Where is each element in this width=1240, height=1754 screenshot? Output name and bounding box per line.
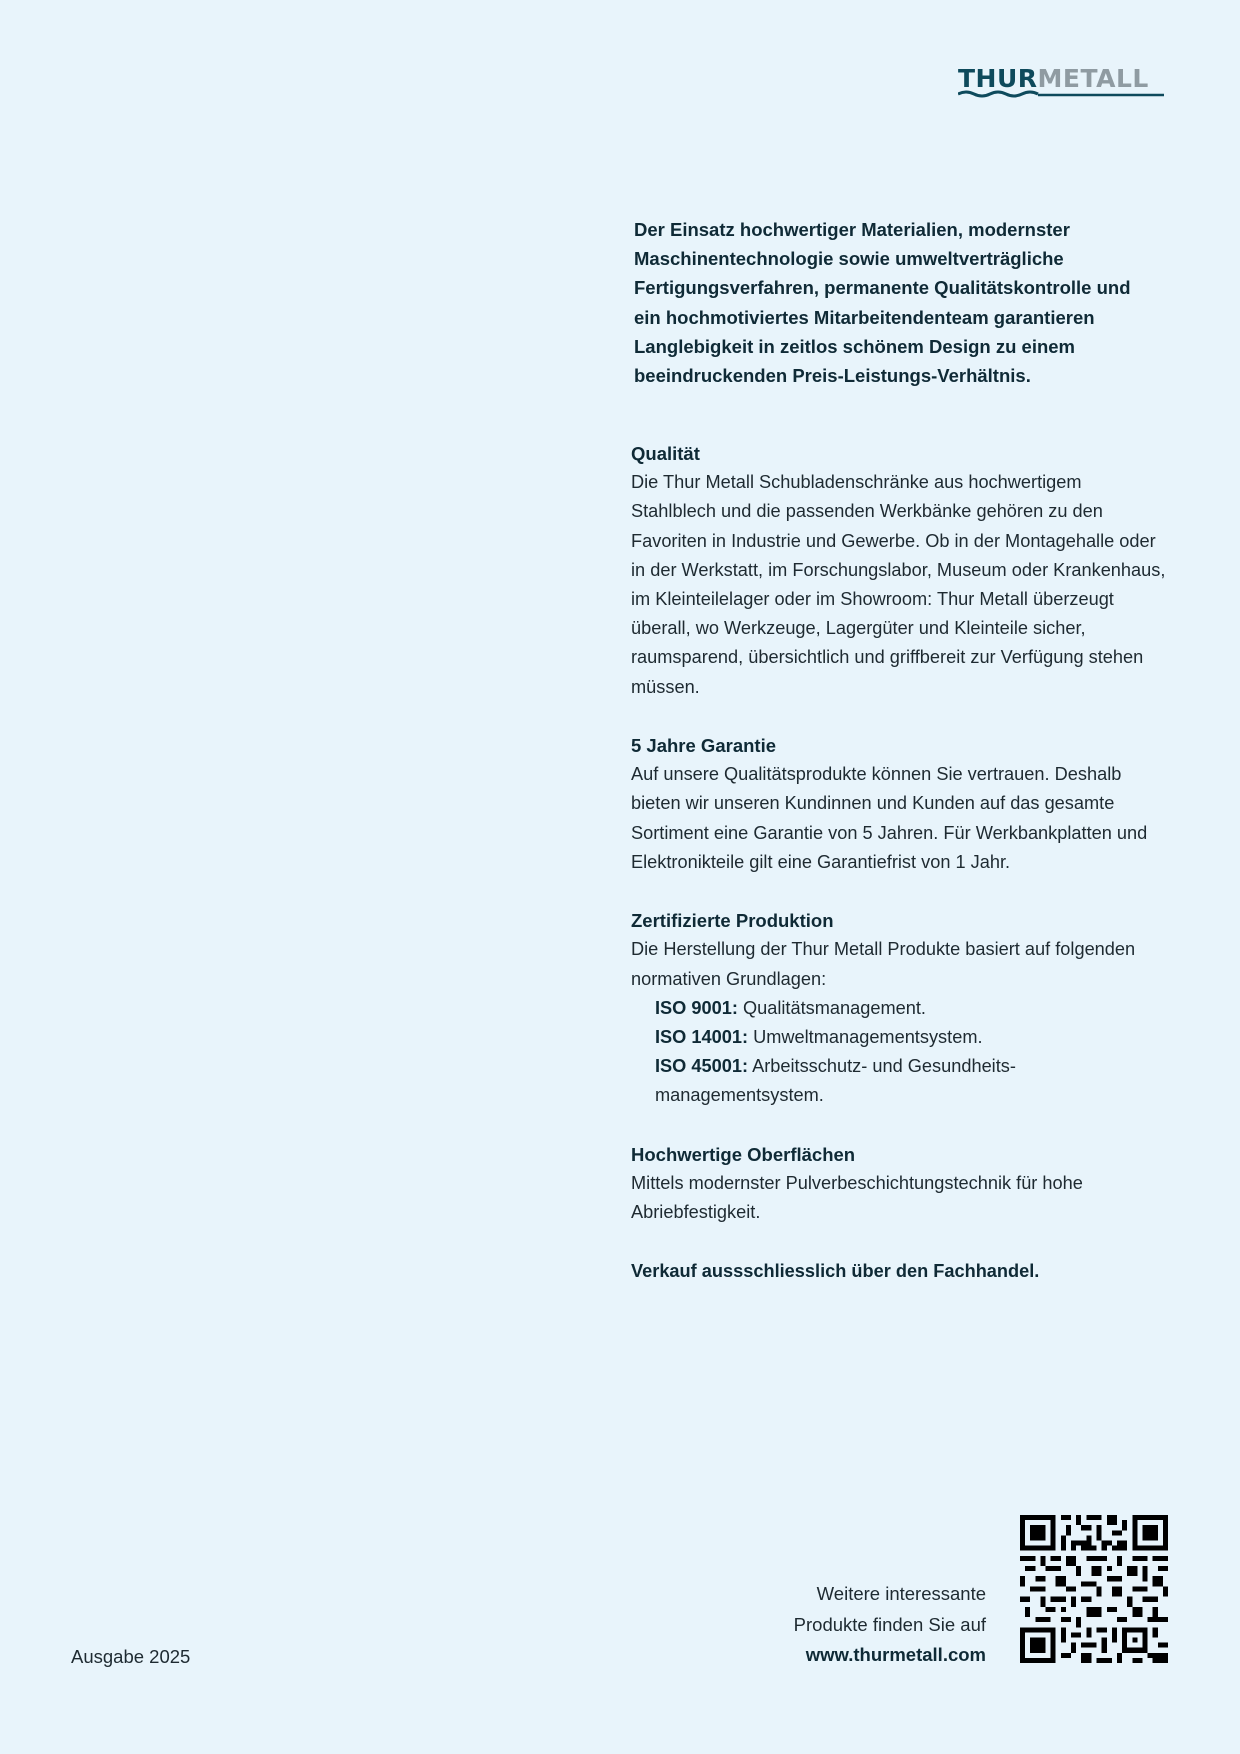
closing-note: Verkauf aussschliesslich über den Fachhandel.: [631, 1260, 1040, 1281]
logo-thur: THUR: [958, 64, 1038, 93]
intro-paragraph: Der Einsatz hochwertiger Materialien, modernster Maschinentechnologie sowie umweltverträgliche Fertigungsverfahren, permanente Qualitätskontrolle und ein hochmotiviertes Mitarbeitendenteam garantieren Langlebigkeit in zeitlos schönem Design zu einem beeindruckenden Preis-Leistungs-Verhältnis.: [634, 219, 1131, 387]
section-warranty-text: Auf unsere Qualitätsprodukte können Sie vertrauen. Deshalb bieten wir unseren Kundinnen und Kunden auf das gesamte Sortiment eine Garantie von 5 Jahren. Für Werkbankplatten und Elektronikteile gilt eine Garantiefrist von 1 Jahr.: [631, 764, 1148, 872]
iso-list-item: [655, 994, 1171, 1023]
footer-line-2: Produkte finden Sie auf: [793, 1613, 986, 1635]
iso-code: ISO 9001:: [655, 997, 738, 1018]
iso-list: [631, 994, 1171, 1111]
iso-list-item: [655, 1052, 1171, 1110]
section-warranty-title: 5 Jahre Garantie: [631, 735, 776, 757]
section-quality: [631, 439, 1171, 702]
qr-code-icon[interactable]: [1020, 1515, 1168, 1663]
section-quality-title: Qualität: [631, 443, 700, 464]
section-certified-text: Die Herstellung der Thur Metall Produkte basiert auf folgenden normativen Grundlagen:: [631, 939, 1136, 989]
section-surfaces-text: Mittels modernster Pulverbeschichtungstechnik für hohe Abriebfestigkeit.: [631, 1173, 1083, 1223]
iso-desc: Arbeitsschutz- und Gesundheits-managementsystem.: [655, 1056, 1016, 1106]
iso-code: ISO 45001:: [655, 1056, 749, 1077]
section-certified: [631, 906, 1171, 1110]
section-surfaces-title: Hochwertige Oberflächen: [631, 1143, 856, 1165]
edition-label: Ausgabe 2025: [71, 1646, 191, 1667]
thurmetall-logo: [958, 64, 1164, 98]
content-column: [631, 439, 1171, 1286]
footer-line-1: Weitere interessante: [816, 1583, 986, 1604]
iso-list-item: [655, 1023, 1171, 1052]
section-warranty: [631, 731, 1171, 877]
iso-code: ISO 14001:: [655, 1027, 749, 1048]
website-link[interactable]: www.thurmetall.com: [805, 1644, 986, 1665]
iso-desc: Qualitätsmanagement.: [742, 997, 926, 1018]
section-certified-title: Zertifizierte Produktion: [631, 910, 834, 932]
section-quality-text: Die Thur Metall Schubladenschränke aus hochwertigem Stahlblech und die passenden Werkbänke gehören zu den Favoriten in Industrie und Gewerbe. Ob in der Montagehalle oder in der Werkstatt, im Forschungslabor, Museum oder Krankenhaus, im Kleinteilelager oder im Showroom: Thur Metall überzeugt überall, wo Werkzeuge, Lagergüter und Kleinteile sicher, raumsparend, übersichtlich und griffbereit zur Verfügung stehen müssen.: [631, 472, 1166, 697]
footer-promo: [794, 1579, 986, 1671]
logo-metall: METALL: [1037, 64, 1149, 93]
section-surfaces: [631, 1140, 1171, 1228]
logo-wave-icon: [958, 90, 1164, 98]
iso-desc: Umweltmanagementsystem.: [753, 1027, 983, 1048]
